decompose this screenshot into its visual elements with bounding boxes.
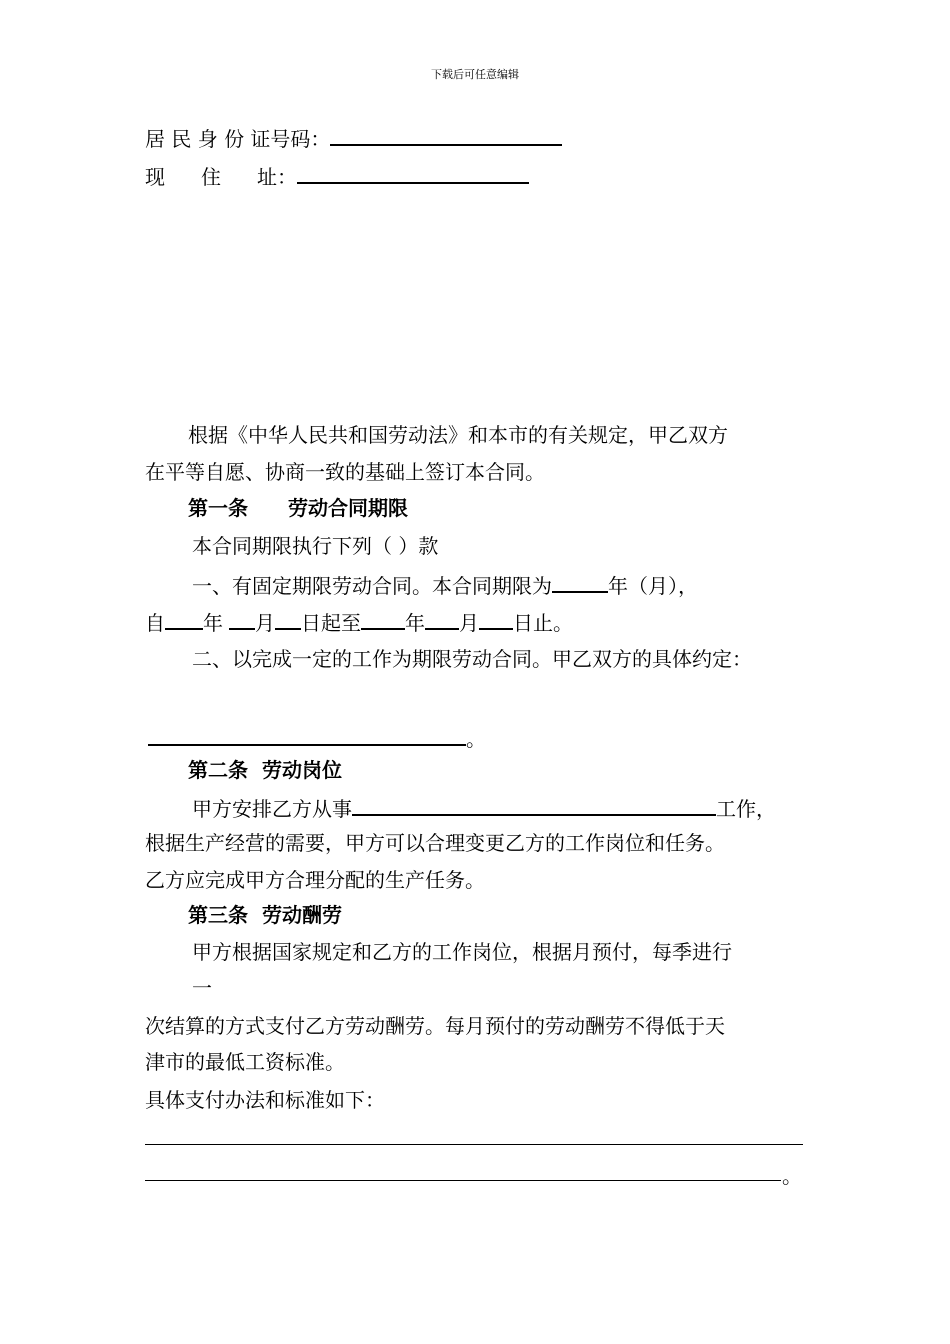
- start-year-blank[interactable]: [165, 606, 203, 630]
- payment-blank-line-1[interactable]: [145, 1144, 803, 1145]
- start-month-label: 月: [255, 611, 275, 635]
- address-row: [145, 160, 529, 191]
- start-year-label: 年: [203, 611, 223, 635]
- article1-title: 第一条: [188, 496, 248, 520]
- address-label-char1: 现: [145, 165, 165, 189]
- article1-line-4: 二、以完成一定的工作为期限劳动合同。甲乙双方的具体约定：: [192, 647, 752, 671]
- payment-blank-line-2[interactable]: [145, 1180, 781, 1181]
- article1-line-2: [192, 569, 698, 600]
- start-day-label: 日起至: [301, 611, 361, 635]
- article1-name: 劳动合同期限: [288, 496, 408, 520]
- end-day-blank[interactable]: [479, 606, 513, 630]
- start-day-blank[interactable]: [275, 606, 301, 630]
- end-day-label: 日止。: [513, 611, 573, 635]
- from-label: 自: [145, 611, 165, 635]
- article1-line-1: 本合同期限执行下列（ ）款: [192, 534, 439, 558]
- address-label-char2: 住: [201, 165, 221, 189]
- end-year-label: 年: [405, 611, 425, 635]
- article2-name: 劳动岗位: [262, 758, 342, 782]
- article1-term-text: 一、有固定期限劳动合同。本合同期限为: [192, 574, 552, 598]
- job-blank[interactable]: [352, 792, 716, 816]
- id-number-label: 居 民 身 份 证号码：: [145, 127, 331, 151]
- job-assign-text: 甲方安排乙方从事: [192, 797, 352, 821]
- id-number-row: [145, 122, 562, 153]
- job-suffix: 工作，: [716, 797, 776, 821]
- article2-heading: [188, 756, 342, 784]
- address-blank[interactable]: [297, 160, 529, 184]
- id-number-blank[interactable]: [330, 122, 562, 146]
- intro-line-2: 在平等自愿、协商一致的基础上签订本合同。: [145, 460, 545, 484]
- agreement-end-mark: 。: [466, 727, 486, 751]
- article3-line-4: 具体支付办法和标准如下：: [145, 1088, 385, 1112]
- article2-title: 第二条: [188, 758, 248, 782]
- end-year-blank[interactable]: [361, 606, 405, 630]
- intro-line-1: 根据《中华人民共和国劳动法》和本市的有关规定，甲乙双方: [188, 423, 728, 447]
- article3-line-1: 甲方根据国家规定和乙方的工作岗位，根据月预付，每季进行: [192, 940, 732, 964]
- article1-term-unit: 年（月），: [608, 574, 698, 598]
- article3-name: 劳动酬劳: [262, 903, 342, 927]
- article3-heading: [188, 901, 342, 929]
- article2-line-3: 乙方应完成甲方合理分配的生产任务。: [145, 868, 485, 892]
- article3-line-3: 津市的最低工资标准。: [145, 1050, 345, 1074]
- article1-heading: [188, 494, 408, 522]
- article3-title: 第三条: [188, 903, 248, 927]
- start-month-blank[interactable]: [229, 606, 255, 630]
- article3-line-1-cont: 一: [192, 976, 212, 1000]
- page-header-note: 下载后可任意编辑: [431, 68, 519, 81]
- article1-line-5: [148, 722, 486, 753]
- term-length-blank[interactable]: [552, 569, 608, 593]
- article2-line-2: 根据生产经营的需要，甲方可以合理变更乙方的工作岗位和任务。: [145, 831, 725, 855]
- payment-end-mark: 。: [782, 1164, 802, 1188]
- article3-line-2: 次结算的方式支付乙方劳动酬劳。每月预付的劳动酬劳不得低于天: [145, 1014, 725, 1038]
- end-month-blank[interactable]: [425, 606, 459, 630]
- article2-line-1: [192, 792, 776, 823]
- address-label-char3: 址：: [257, 165, 297, 189]
- end-month-label: 月: [459, 611, 479, 635]
- article1-line-3: [145, 606, 573, 637]
- agreement-blank[interactable]: [148, 722, 466, 746]
